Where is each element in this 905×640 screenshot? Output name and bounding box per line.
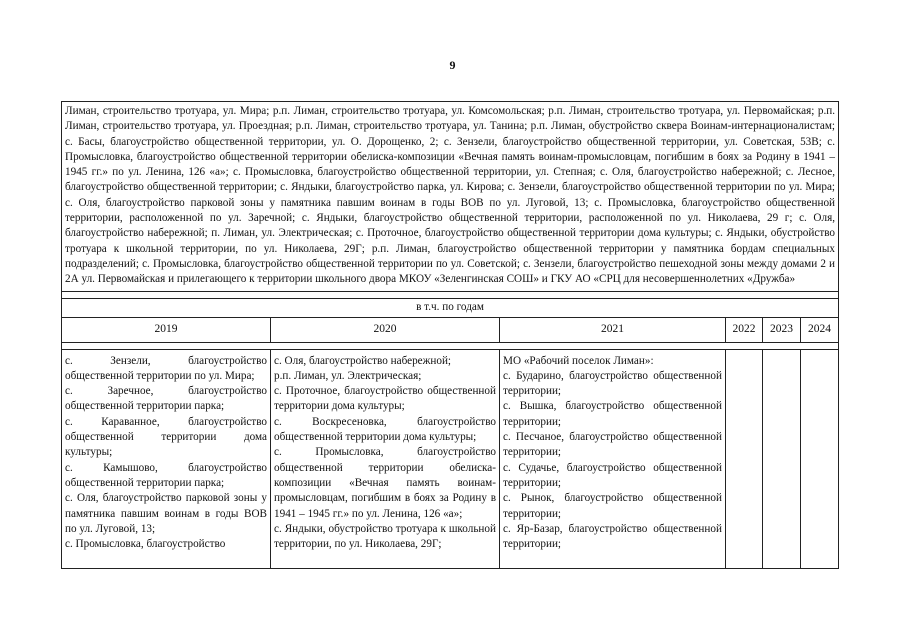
year-header-2024: 2024 — [801, 317, 839, 342]
year-2020-cell — [271, 349, 500, 568]
year-2021-cell — [500, 349, 726, 568]
year-2022-cell — [726, 349, 763, 568]
list-item: с. Судачье, благоустройство общественной территории; — [503, 461, 722, 489]
list-item: с. Зензели, благоустройство общественной территории по ул. Мира; — [65, 354, 267, 382]
year-2024-cell — [801, 349, 839, 568]
list-item: с. Песчаное, благоустройство общественной территории; — [503, 431, 722, 459]
year-2019-cell — [62, 349, 271, 568]
year-2023-cell — [763, 349, 801, 568]
year-header-2022: 2022 — [726, 317, 763, 342]
list-item: с. Рынок, благоустройство общественной территории; — [503, 492, 722, 520]
list-item: с. Камышово, благоустройство общественной территории парка; — [65, 461, 267, 489]
list-item: с. Оля, благоустройство парковой зоны у памятника павшим воинам в годы ВОВ по ул. Луговой, 13; — [65, 492, 267, 535]
list-item: с. Яндыки, обустройство тротуара к школьной территории, по ул. Николаева, 29Г; — [274, 522, 496, 551]
years-caption: в т.ч. по годам — [62, 298, 839, 317]
year-header-2020: 2020 — [271, 317, 500, 342]
list-item: МО «Рабочий поселок Лиман»: — [503, 354, 654, 367]
page-number: 9 — [449, 58, 456, 72]
list-item: с. Промысловка, благоустройство общественной территории обелиска-композиции «Вечная память воинам-промысловцам, погибшим в боях за Родину в 1941 – 1945 гг.» по ул. Ленина, 126 «а»; — [274, 446, 496, 520]
list-item: с. Промысловка, благоустройство — [65, 538, 226, 551]
year-header-2021: 2021 — [500, 317, 726, 342]
list-item: с. Яр-Базар, благоустройство общественной территории; — [503, 522, 722, 551]
year-header-2023: 2023 — [763, 317, 801, 342]
list-item: с. Воскресеновка, благоустройство общественной территории дома культуры; — [274, 415, 496, 444]
list-item: с. Оля, благоустройство набережной; — [274, 354, 452, 367]
list-item: с. Бударино, благоустройство общественной территории; — [503, 369, 722, 398]
year-header-2019: 2019 — [62, 317, 271, 342]
program-table — [61, 101, 839, 569]
list-item: с. Караванное, благоустройство общественной территории дома культуры; — [65, 415, 267, 459]
list-item: с. Проточное, благоустройство общественной территории дома культуры; — [274, 385, 496, 413]
list-item: с. Заречное, благоустройство общественной территории парка; — [65, 385, 267, 413]
list-item: с. Вышка, благоустройство общественной территории; — [503, 400, 722, 428]
objects-list-cell: Лиман, строительство тротуара, ул. Мира; р.п. Лиман, строительство тротуара, ул. Комсомольская; р.п. Лиман, строительство тротуара, ул. Первомайская; р.п. Лиман, строительство тротуара, ул. Проездная; р.п. Лиман, строительство тротуара, ул. Танина; р.п. Лиман, обустройство сквера Воинам-интернационалистам; с. Басы, благоустройство общественной территории, ул. О. Дорощенко, 2; с. Зензели, благоустройство общественной территории, ул. Советская, 53В; с. Промысловка, благоустройство общественной территории обелиска-композиции «Вечная память воинам-промысловцам, погибшим в боях за Родину в 1941 – 1945 гг.» по ул. Ленина, 126 «а»; с. Промысловка, благоустройство общественной территории, ул. Степная; с. Оля, благоустройство набережной; с. Лесное, благоустройство общественной территории; с. Яндыки, благоустройство парка, ул. Кирова; с. Зензели, благоустройство общественной территории по ул. Мира; с. Оля, благоустройство парковой зоны у памятника павшим воинам в годы ВОВ по ул. Луговой, 13; с. Промысловка, благоустройство общественной территории, расположенной по ул. Заречной; с. Яндыки, благоустройство общественной территории, расположенной по ул. Николаева, 29 г; с. Оля, благоустройство набережной; п. Лиман, ул. Электрическая; с. Проточное, благоустройство общественной территории дома культуры; с. Яндыки, обустройство тротуара к школьной территории, по ул. Николаева, 29Г; р.п. Лиман, благоустройство общественной территории у памятника бордам специальных подразделений; с. Промысловка, благоустройство общественной территории по ул. Советской; с. Зензели, благоустройство пешеходной зоны между домами 2 и 2А ул. Первомайская и прилегающего к территории школьного двора МКОУ «Зеленгинская СОШ» и ГКУ АО «СРЦ для несовершеннолетних «Дружба» — [62, 102, 839, 292]
list-item: р.п. Лиман, ул. Электрическая; — [274, 369, 422, 382]
